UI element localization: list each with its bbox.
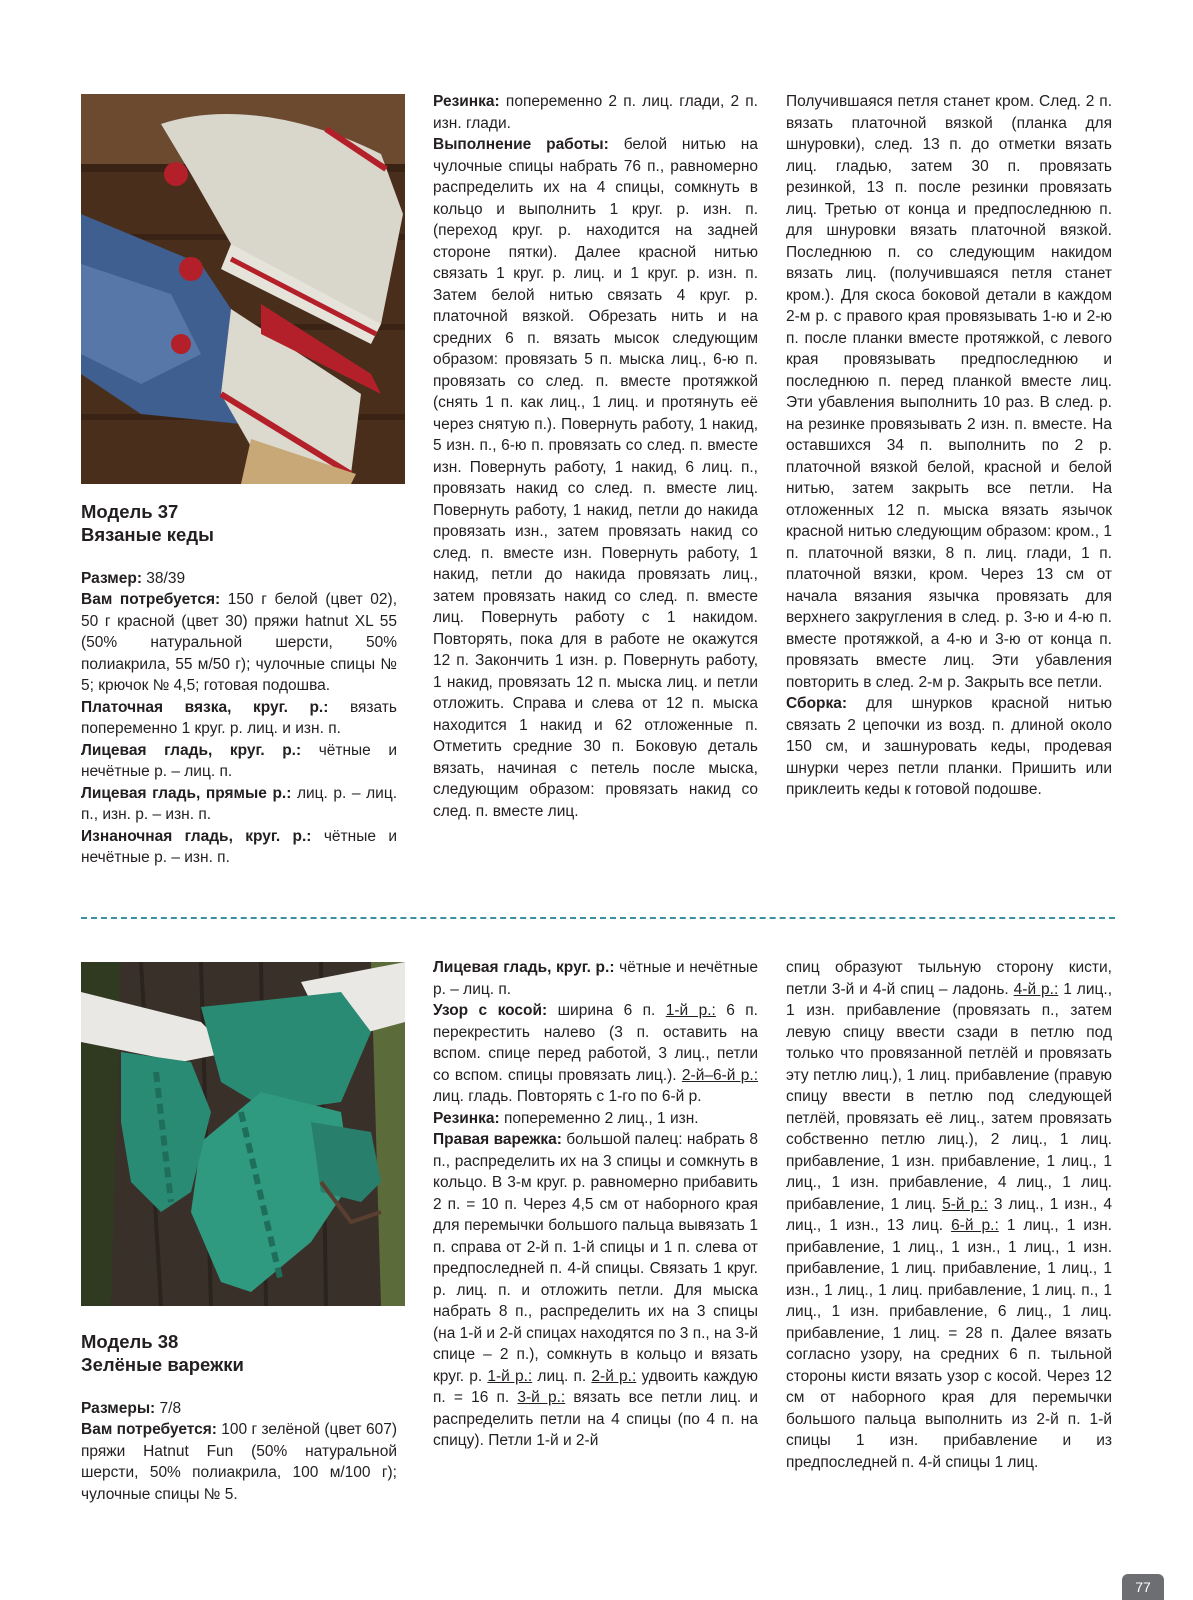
model38-rib: Резинка: попеременно 2 лиц., 1 изн. xyxy=(433,1109,699,1127)
model38-middle-column xyxy=(433,957,758,1452)
model38-stockinette: Лицевая гладь, круг. р.: чётные и нечётные р. – лиц. п. xyxy=(433,959,758,998)
model38-materials: Вам потребуется: 100 г зелёной (цвет 607) пряжи Hatnut Fun (50% натуральной шерсти, 50% полиакрила, 100 м/100 г); чулочные спицы № 5. xyxy=(81,1421,397,1503)
sneakers-photo xyxy=(81,94,405,484)
page-number: 77 xyxy=(1122,1574,1164,1600)
model37-stockinette-round: Лицевая гладь, круг. р.: чётные и нечётные р. – лиц. п. xyxy=(81,741,397,780)
model37-stockinette-flat: Лицевая гладь, прямые р.: лиц. р. – лиц. п., изн. р. – изн. п. xyxy=(81,784,398,823)
model37-garter-stitch: Платочная вязка, круг. р.: вязать попеременно 1 круг. р. лиц. и изн. п. xyxy=(81,698,397,737)
model37-instructions-cont: Получившаяся петля станет кром. След. 2 п. вязать платочной вязкой (планка для шнуровки), след. 13 п. до отметки вязать лиц. гладью, затем 30 п. провязать резинкой, 13 п. после резинки провязать лиц. Третью от конца и предпоследнюю п. для шнуровки вязать платочной вязкой. Последнюю п. со следующим накидом вязать лиц. (получившаяся петля станет кром.). Для скоса боковой детали в каждом 2-м р. с правого края провязывать 1-ю и 2-ю п. после планки вместе протяжкой, с левого края провязывать предпоследнюю и последнюю п. перед планкой вместе лиц. Эти убавления выполнить 10 раз. В след. р. на резинке провязывать 2 изн. п. вместе. На оставшихся 34 п. выполнить по 2 р. платочной вязкой белой, красной и белой нитью, затем закрыть все петли. На отложенных 12 п. мыска вязать язычок красной нитью следующим образом: кром., 1 п. платочной вязки, 8 п. лиц. глади, 1 п. платочной вязки, кром. Через 13 см от начала вязания язычка провязать для верхнего закругления в след. р. 3-ю и 4-ю п. вместе протяжкой, а 4-ю и 3-ю от конца п. провязать вместе лиц. Эти убавления повторить в след. 2-м р. Закрыть все петли. xyxy=(786,93,1112,691)
model37-right-column xyxy=(786,91,1112,801)
model38-right-mitten-cont: спиц образуют тыльную сторону кисти, петли 3-й и 4-й спиц – ладонь. 4-й р.: 1 лиц., 1 изн. прибавление (провязать п., затем левую спицу ввести сзади в петлю под только что провязанной петлёй и провязать эту петлю лиц.), 1 лиц. прибавление (правую спицу ввести в петлю под следующей петлёй, провязать её лиц., затем провязать собственно петлю лиц.), 2 лиц., 1 лиц. прибавление, 1 изн. прибавление, 1 лиц., 1 лиц., 1 изн. прибавление, 4 лиц., 1 лиц. прибавление, 1 лиц. 5-й р.: 3 лиц., 1 изн., 4 лиц., 1 изн., 13 лиц. 6-й р.: 1 лиц., 1 изн. прибавление, 1 лиц., 1 изн., 1 лиц., 1 изн. прибавление, 1 лиц. прибавление, 1 лиц., 1 изн., 1 лиц., 1 лиц. прибавление, 1 лиц. п., 1 лиц., 1 изн. прибавление, 6 лиц., 1 лиц. прибавление, 1 лиц. = 28 п. Далее вязать согласно узору, на средних 6 п. тыльной стороны кисти вязать узор с косой. Через 12 см от наборного края для перемычки большого пальца выполнить из 2-й п. 1-й спицы 1 изн. прибавление и из предпоследней п. 4-й спицы 1 лиц. xyxy=(786,959,1113,1471)
mittens-photo xyxy=(81,962,405,1306)
model37-reverse-stockinette: Изнаночная гладь, круг. р.: чётные и нечётные р. – изн. п. xyxy=(81,827,397,866)
model38-left-column xyxy=(81,1330,397,1505)
model38-subtitle: Зелёные варежки xyxy=(81,1354,244,1375)
section-divider xyxy=(81,917,1115,919)
model37-subtitle: Вязаные кеды xyxy=(81,524,214,545)
model38-cable-pattern: Узор с косой: ширина 6 п. 1-й р.: 6 п. перекрестить налево (3 п. оставить на вспом. спице перед работой, 3 лиц., петли со вспом. спицы провязать лиц.). 2-й–6-й р.: лиц. гладь. Повторять с 1-го по 6-й р. xyxy=(433,1002,759,1105)
model37-instructions: Выполнение работы: белой нитью на чулочные спицы набрать 76 п., равномерно распределить их на 4 спицы, сомкнуть в кольцо и выполнить 1 круг. р. изн. п. (переход круг. р. находится на задней стороне пятки). Далее красной нитью связать 1 круг. р. лиц. и 1 круг. р. изн. п. Затем белой нитью связать 4 круг. р. платочной вязкой. Обрезать нить и на средних 6 п. вязать мысок следующим образом: провязать 5 п. мыска лиц., 6-ю п. провязать со след. п. вместе протяжкой (снять 1 п. как лиц., 1 лиц. и протянуть её через снятую п.). Повернуть работу, 1 накид, 5 изн. п., 6-ю п. провязать со след. п. вместе изн. Повернуть работу, 1 накид, 6 лиц. п., провязать накид со след. п. вместе лиц. Повернуть работу, 1 накид, петли до накида провязать изн., затем провязать накид со след. п. вместе изн. Повернуть работу, 1 накид, петли до накида провязать лиц., затем провязать накид со след. п. вместе лиц. Повернуть работу с 1 накидом. Повторять, пока для в работе не окажутся 12 п. Закончить 1 изн. р. Повернуть работу, 1 накид, провязать 12 п. мыска лиц. и петли отложить. Справа и слева от 12 п. мыска находится 1 накид и 62 отложенные п. Отметить средние 30 п. Боковую деталь вязать, начиная с петель после мыска, следующим образом: провязать накид со след. п. вместе лиц. xyxy=(433,136,758,820)
model38-right-column xyxy=(786,957,1112,1473)
model37-title: Модель 37 xyxy=(81,501,179,522)
model38-title: Модель 38 xyxy=(81,1331,179,1352)
model37-size: Размер: 38/39 xyxy=(81,569,186,587)
model38-right-mitten: Правая варежка: большой палец: набрать 8 п., распределить их на 3 спицы и сомкнуть в кольцо. В 3-м круг. р. равномерно прибавить 2 п. = 10 п. Через 4,5 см от наборного края для перемычки большого пальца вывязать 1 п. справа от 2-й п. 1-й спицы и 1 п. слева от предпоследней п. 4-й спицы. Связать 1 круг. р. лиц. п. и отложить петли. Для мыска набрать 8 п., распределить их на 3 спицы (на 1-й и 2-й спицах находятся по 3 п., на 3-й спице – 2 п.), сомкнуть в кольцо и вязать круг. р. 1-й р.: лиц. п. 2-й р.: удвоить каждую п. = 16 п. 3-й р.: вязать все петли лиц. и распределить петли на 4 спицы (по 4 п. на спицу). Петли 1-й и 2-й xyxy=(433,1131,759,1449)
model37-assembly: Сборка: для шнурков красной нитью связать 2 цепочки из возд. п. длиной около 150 см, и зашнуровать кеды, продевая шнурки через петли планки. Пришить или приклеить кеды к готовой подошве. xyxy=(786,695,1112,798)
model37-rib: Резинка: попеременно 2 п. лиц. глади, 2 п. изн. глади. xyxy=(433,93,758,132)
model38-size: Размеры: 7/8 xyxy=(81,1399,182,1417)
model37-left-column xyxy=(81,500,397,869)
model37-materials: Вам потребуется: 150 г белой (цвет 02), 50 г красной (цвет 30) пряжи hatnut XL 55 (50% натуральной шерсти, 50% полиакрила, 55 м/50 г); чулочные спицы № 5; крючок № 4,5; готовая подошва. xyxy=(81,591,398,694)
model37-middle-column xyxy=(433,91,758,822)
